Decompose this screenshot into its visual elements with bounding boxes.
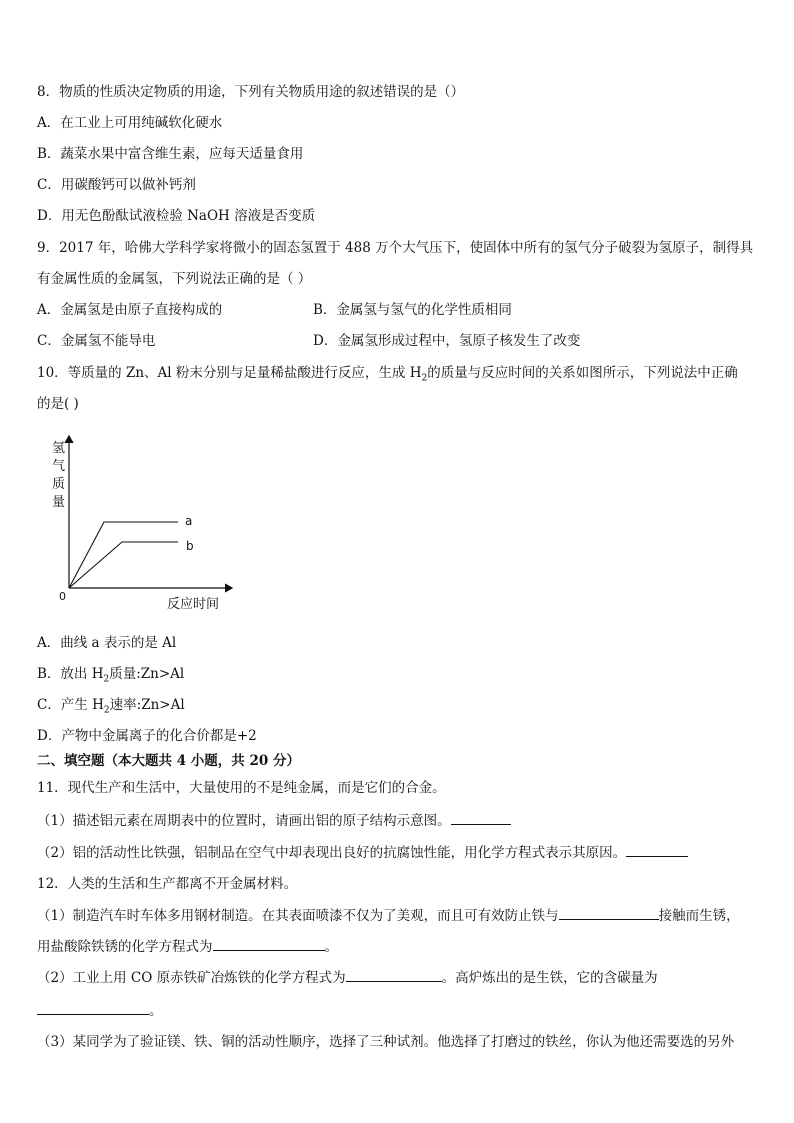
q10-option-b: B．放出 $H_2$质量:Zn>Al [37, 666, 185, 685]
answer-blank[interactable] [626, 842, 688, 857]
origin-label: 0 [59, 590, 66, 603]
q12-stem: 12．人类的生活和生产都离不开金属材料。 [37, 876, 298, 892]
q11-stem: 11．现代生产和生活中，大量使用的不是纯金属，而是它们的合金。 [37, 780, 446, 796]
q8-option-b: B．蔬菜水果中富含维生素，应每天适量食用 [37, 146, 304, 162]
q9-stem-line2: 有金属性质的金属氢，下列说法正确的是（ ） [37, 271, 312, 287]
q8-option-d: D．用无色酚酞试液检验 NaOH 溶液是否变质 [37, 208, 316, 224]
answer-blank[interactable] [37, 1000, 149, 1015]
q8-option-c: C．用碳酸钙可以做补钙剂 [37, 177, 196, 193]
q12-part2-line1: （2）工业上用 CO 原赤铁矿冶炼铁的化学方程式为 。高炉炼出的是生铁，它的含碳量为 [37, 967, 658, 988]
x-axis-label: 反应时间 [167, 597, 220, 612]
answer-blank[interactable] [213, 936, 325, 951]
q9-option-c: C．金属氢不能导电 [37, 333, 156, 349]
q10-option-a: A．曲线 a 表示的是 Al [37, 635, 177, 651]
answer-blank[interactable] [451, 810, 511, 825]
q10-option-d: D．产物中金属离子的化合价都是+2 [37, 728, 257, 744]
q10-stem-line1: 10．等质量的 Zn、Al 粉末分别与足量稀盐酸进行反应，生成 $H_2$的质量与反应时间的关系如图所示，下列说法中正确 [37, 365, 738, 384]
q10-stem-line2: 的是( ) [37, 396, 79, 412]
q11-part1: （1）描述铝元素在周期表中的位置时，请画出铝的原子结构示意图。 [37, 810, 511, 831]
q9-option-a: A．金属氢是由原子直接构成的 [37, 302, 223, 318]
curve-b [69, 542, 178, 588]
q12-part2-line2: 。 [37, 1000, 163, 1021]
q12-part3: （3）某同学为了验证镁、铁、铜的活动性顺序，选择了三种试剂。他选择了打磨过的铁丝，你认为他还需要选的另外 [37, 1034, 735, 1050]
curve-a-label: a [185, 514, 193, 528]
section-title: 二、填空题（本大题共 4 小题，共 20 分） [37, 753, 300, 769]
q10-graph [40, 430, 240, 615]
curve-b-label: b [186, 539, 194, 553]
q12-part1-line2: 用盐酸除铁锈的化学方程式为 。 [37, 936, 338, 957]
y-label-char-2: 气 [52, 459, 66, 474]
answer-blank[interactable] [346, 967, 442, 982]
q9-option-d: D．金属氢形成过程中，氢原子核发生了改变 [313, 333, 581, 349]
q8-option-a: A．在工业上可用纯碱软化硬水 [37, 115, 223, 131]
q9-stem-line1: 9．2017 年，哈佛大学科学家将微小的固态氢置于 488 万个大气压下，使固体中所有的氢气分子破裂为氢原子，制得具 [37, 240, 754, 256]
q12-part1-line1: （1）制造汽车时车体多用钢材制造。在其表面喷漆不仅为了美观，而且可有效防止铁与 接触而生锈， [37, 905, 740, 926]
y-label-char-1: 氢 [52, 441, 66, 456]
curve-a [69, 522, 178, 588]
q11-part2: （2）铝的活动性比铁强，铝制品在空气中却表现出良好的抗腐蚀性能，用化学方程式表示其原因。 [37, 842, 688, 863]
q10-option-c: C．产生 $H_2$速率:Zn>Al [37, 697, 185, 716]
answer-blank[interactable] [559, 905, 659, 920]
y-label-char-4: 量 [52, 495, 66, 510]
y-label-char-3: 质 [52, 477, 66, 492]
q8-stem: 8．物质的性质决定物质的用途，下列有关物质用途的叙述错误的是（） [37, 84, 465, 100]
q9-option-b: B．金属氢与氢气的化学性质相同 [313, 302, 512, 318]
